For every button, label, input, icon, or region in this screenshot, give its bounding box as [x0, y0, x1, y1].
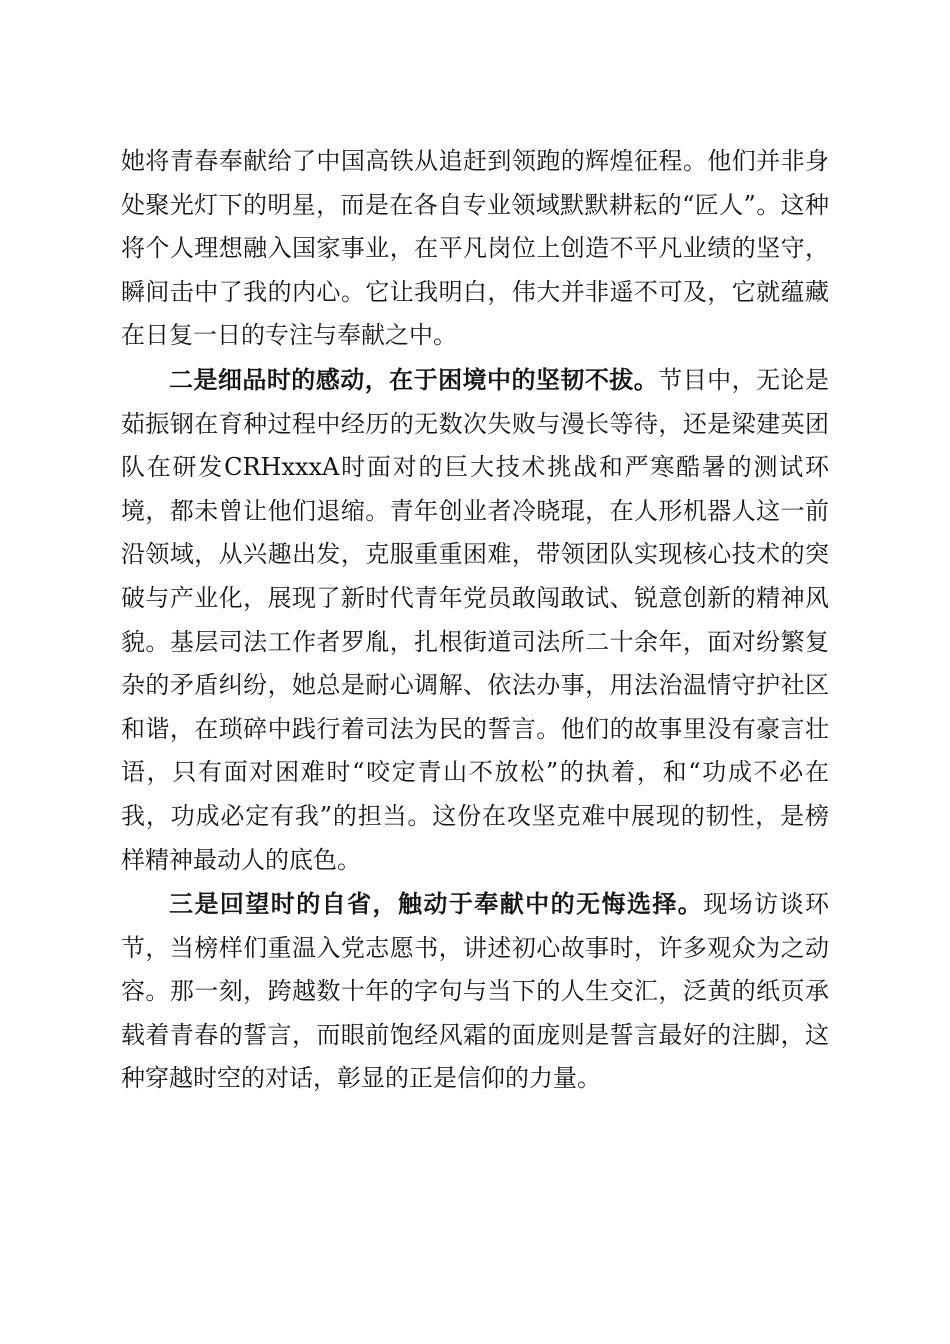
paragraph-lead-sentence: 二是细品时的感动，在于困境中的坚韧不拔。: [169, 364, 659, 394]
paragraph-continuation: [121, 140, 829, 358]
paragraph-text: 节目中，无论是茹振钢在育种过程中经历的无数次失败与漫长等待，还是梁建英团队在研发CRHxxxA时面对的巨大技术挑战和严寒酷暑的测试环境，都未曾让他们退缩。青年创业者冷晓琨，在人形机器人这一前沿领域，从兴趣出发，克服重重困难，带领团队实现核心技术的突破与产业化，展现了新时代青年党员敢闯敢试、锐意创新的精神风貌。基层司法工作者罗胤，扎根街道司法所二十余年，面对纷繁复杂的矛盾纠纷，她总是耐心调解、依法办事，用法治温情守护社区和谐，在琐碎中践行着司法为民的誓言。他们的故事里没有豪言壮语，只有面对困难时“咬定青山不放松”的执着，和“功成不必在我，功成必定有我”的担当。这份在攻坚克难中展现的韧性，是榜样精神最动人的底色。: [121, 365, 830, 874]
paragraph-point-three: [121, 882, 829, 1101]
paragraph-text: 她将青春奉献给了中国高铁从追赶到领跑的辉煌征程。他们并非身处聚光灯下的明星，而是在各自专业领域默默耕耘的“匠人”。这种将个人理想融入国家事业，在平凡岗位上创造不平凡业绩的坚守，瞬间击中了我的内心。它让我明白，伟大并非遥不可及，它就蕴藏在日复一日的专注与奉献之中。: [121, 147, 829, 350]
paragraph-point-two: [121, 358, 829, 882]
paragraph-lead-sentence: 三是回望时的自省，触动于奉献中的无悔选择。: [169, 889, 704, 919]
document-body: [121, 140, 829, 1101]
paragraph-text: 现场访谈环节，当榜样们重温入党志愿书，讲述初心故事时，许多观众为之动容。那一刻，跨越数十年的字句与当下的人生交汇，泛黄的纸页承载着青春的誓言，而眼前饱经风霜的面庞则是誓言最好的注脚，这种穿越时空的对话，彰显的正是信仰的力量。: [121, 890, 830, 1093]
